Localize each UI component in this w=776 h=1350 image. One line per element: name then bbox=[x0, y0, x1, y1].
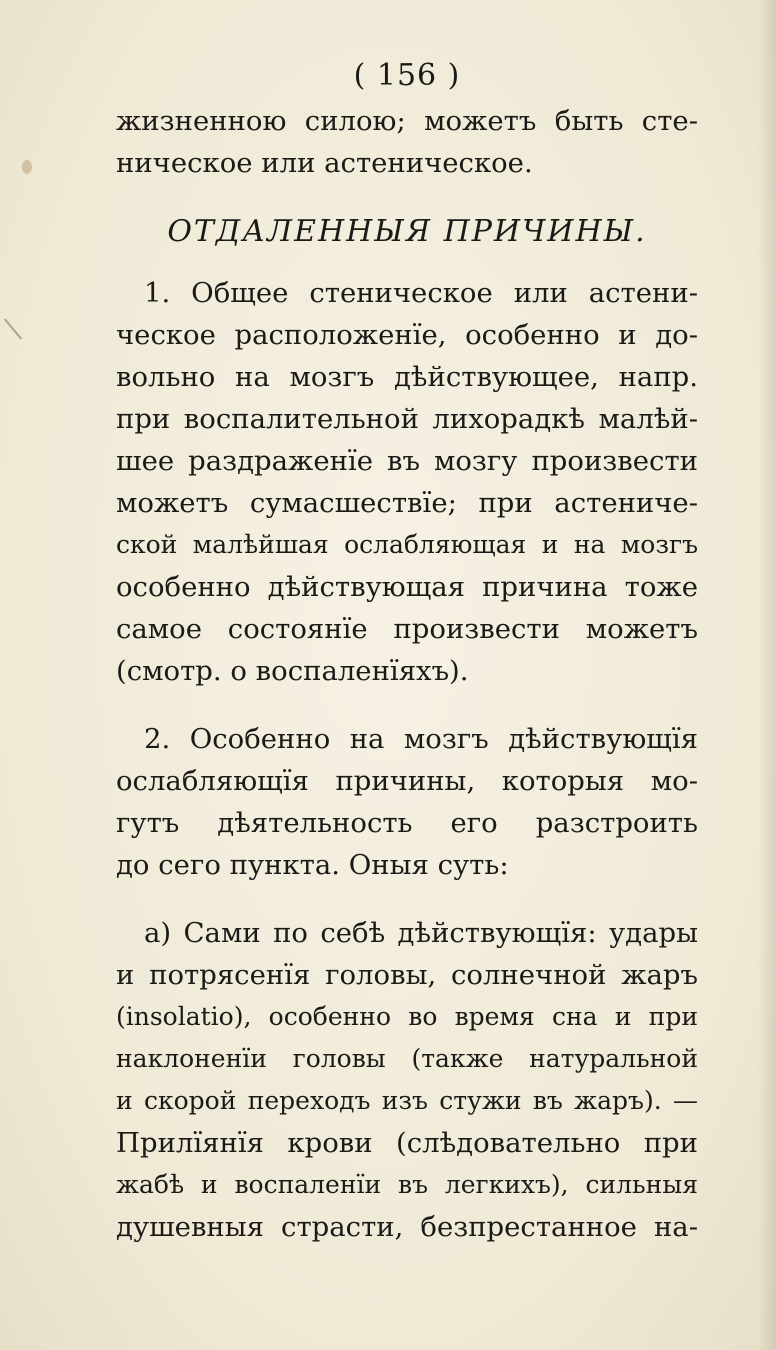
paper-stain bbox=[22, 160, 32, 174]
text-line: 2. Особенно на мозгъ дѣйствующїя bbox=[144, 723, 698, 755]
text-line: самое состоянїе произвести можетъ bbox=[116, 613, 698, 645]
text-line: до сего пункта. Оныя суть: bbox=[116, 849, 509, 881]
text-line: можетъ сумасшествїе; при астениче- bbox=[116, 487, 698, 519]
text-line: а) Сами по себѣ дѣйствующїя: удары bbox=[144, 917, 698, 949]
paragraph-3 bbox=[116, 912, 698, 1248]
text-line: при воспалительной лихорадкѣ малѣй- bbox=[116, 403, 698, 435]
text-block bbox=[116, 52, 698, 1274]
margin-mark bbox=[4, 318, 22, 339]
text-line: ской малѣйшая ослабляющая и на мозгъ bbox=[116, 530, 698, 559]
text-line: (смотр. о воспаленїяхъ). bbox=[116, 655, 469, 687]
text-line: гутъ дѣятельность его разстроить bbox=[116, 807, 698, 839]
text-line: жабѣ и воспаленїи въ легкихъ), сильныя bbox=[116, 1170, 698, 1199]
text-line: 1. Общее стеническое или астени- bbox=[144, 277, 698, 309]
text-line: Прилїянїя крови (слѣдовательно при bbox=[116, 1127, 698, 1159]
page-number: ( 156 ) bbox=[353, 58, 461, 93]
text-line: особенно дѣйствующая причина тоже bbox=[116, 571, 698, 603]
intro-paragraph bbox=[116, 100, 698, 184]
paragraph-2 bbox=[116, 718, 698, 886]
section-heading: ОТДАЛЕННЫЯ ПРИЧИНЫ. bbox=[167, 214, 647, 249]
text-line: наклоненїи головы (также натуральной bbox=[116, 1044, 698, 1073]
text-line: ослабляющїя причины, которыя мо- bbox=[116, 765, 698, 797]
text-line: вольно на мозгъ дѣйствующее, напр. bbox=[116, 361, 698, 393]
paragraph-1 bbox=[116, 272, 698, 692]
text-line: душевныя страсти, безпрестанное на- bbox=[116, 1211, 698, 1243]
text-line: и скорой переходъ изъ стужи въ жаръ). — bbox=[116, 1086, 698, 1115]
text-line: шее раздраженїе въ мозгу произвести bbox=[116, 445, 698, 477]
text-line: жизненною силою; можетъ быть сте- bbox=[116, 105, 698, 137]
text-line: ническое или астеническое. bbox=[116, 147, 533, 179]
text-line: и потрясенїя головы, солнечной жаръ bbox=[116, 959, 698, 991]
text-line: ческое расположенїе, особенно и до- bbox=[116, 319, 698, 351]
text-line: (insolatio), особенно во время сна и при bbox=[116, 1002, 698, 1031]
page-edge-shadow bbox=[758, 0, 776, 1350]
